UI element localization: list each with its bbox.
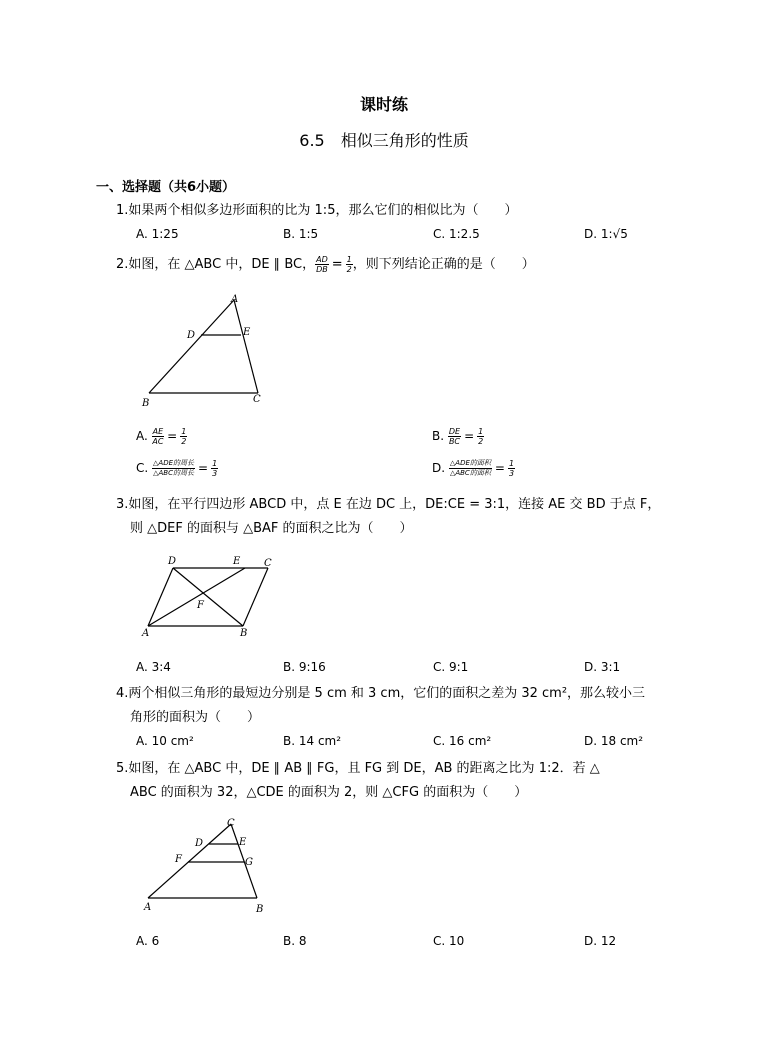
side-ad	[148, 568, 173, 626]
fraction-numerator: AD	[316, 255, 328, 264]
option-b[interactable]	[432, 427, 484, 446]
fraction-denominator: 2	[346, 265, 352, 274]
question-2	[116, 255, 676, 275]
option-value	[211, 459, 218, 478]
question-line	[116, 495, 696, 515]
label-d: D	[187, 330, 196, 341]
option-a[interactable]: A. 10 cm²	[136, 734, 194, 748]
equals-sign: =	[198, 461, 209, 475]
option-c[interactable]: C. 16 cm²	[433, 734, 492, 748]
label-c: C	[227, 818, 235, 829]
option-b[interactable]: B. 8	[283, 934, 307, 948]
lesson-title: 6.5 相似三角形的性质	[299, 131, 469, 150]
fraction-denominator: 3	[212, 469, 218, 478]
label-f: F	[175, 854, 182, 865]
option-value	[477, 427, 484, 446]
fraction-numerator: 1	[508, 459, 515, 468]
label-d: D	[168, 556, 177, 567]
label-a: A	[231, 294, 239, 305]
fraction-numerator: AE	[152, 427, 164, 436]
label-d: D	[195, 838, 204, 849]
question-stem-pre: 如图，在 △ABC 中，DE ∥ BC，	[128, 257, 316, 272]
option-letter: D.	[432, 461, 446, 475]
option-a[interactable]: A. 6	[136, 934, 160, 948]
page-title: 课时练	[359, 95, 408, 114]
fraction-denominator: △ABC的面积	[449, 469, 491, 477]
question-line: 角形的面积为（ ）	[130, 710, 261, 725]
fraction-denominator: 3	[508, 469, 515, 478]
question-5	[116, 759, 696, 803]
label-g: G	[245, 857, 253, 868]
option-value	[180, 427, 187, 446]
option-a[interactable]	[136, 427, 187, 446]
option-d[interactable]: D. 1:√5	[584, 227, 628, 241]
side-ac	[234, 300, 258, 393]
label-b: B	[256, 904, 264, 915]
label-b: B	[240, 628, 248, 639]
option-a[interactable]: A. 1:25	[136, 227, 179, 241]
fraction-denominator: 2	[181, 437, 187, 446]
fraction-denominator: 2	[478, 437, 484, 446]
option-d[interactable]	[432, 459, 515, 478]
question-number: 5.	[116, 761, 129, 776]
option-d[interactable]: D. 12	[584, 934, 617, 948]
equals-sign: =	[494, 461, 505, 475]
fraction-denominator: DB	[316, 265, 328, 274]
option-fraction	[152, 427, 165, 446]
ratio-fraction	[315, 255, 329, 274]
option-d[interactable]: D. 18 cm²	[584, 734, 644, 748]
fraction-numerator: DE	[448, 427, 461, 436]
question-line: ABC 的面积为 32，△CDE 的面积为 2，则 △CFG 的面积为（ ）	[130, 785, 528, 800]
fraction-numerator: △ADE的面积	[449, 459, 491, 467]
question-line	[116, 759, 696, 779]
option-value	[508, 459, 515, 478]
question-number: 1.	[116, 203, 129, 218]
option-c[interactable]: C. 9:1	[433, 660, 469, 674]
figure-triangle-parallel-lines	[140, 814, 280, 916]
fraction-numerator: 1	[478, 427, 484, 436]
segment-ae	[148, 568, 245, 626]
figure-parallelogram-abcd	[140, 550, 280, 642]
question-line: 则 △DEF 的面积与 △BAF 的面积之比为（ ）	[130, 521, 413, 536]
option-c[interactable]	[136, 459, 218, 478]
label-a: A	[144, 902, 152, 913]
side-ac	[148, 824, 231, 898]
option-b[interactable]: B. 9:16	[283, 660, 326, 674]
question-stem: 如图，在平行四边形 ABCD 中，点 E 在边 DC 上，DE:CE = 3:1，连接 AE 交 BD 于点 F，	[128, 497, 661, 512]
label-e: E	[233, 556, 241, 567]
side-cb	[231, 824, 257, 898]
option-c[interactable]: C. 1:2.5	[433, 227, 480, 241]
label-b: B	[142, 398, 150, 409]
label-c: C	[264, 558, 272, 569]
question-stem: 两个相似三角形的最短边分别是 5 cm 和 3 cm，它们的面积之差为 32 cm²，那么较小三	[128, 686, 646, 701]
equals-sign: =	[167, 429, 178, 443]
section-heading: 一、选择题（共6小题）	[96, 180, 236, 195]
fraction-denominator: △ABC的周长	[153, 469, 194, 477]
equals-sign: =	[331, 257, 343, 272]
fraction-numerator: 1	[181, 427, 187, 436]
question-4	[116, 684, 696, 728]
figure-triangle-de-parallel-bc	[136, 290, 276, 415]
label-f: F	[197, 600, 204, 611]
option-letter: C.	[136, 461, 149, 475]
option-d[interactable]: D. 3:1	[584, 660, 621, 674]
label-e: E	[239, 837, 247, 848]
fraction-denominator: AC	[152, 437, 164, 446]
equals-sign: =	[464, 429, 475, 443]
option-b[interactable]: B. 1:5	[283, 227, 319, 241]
fraction-numerator: 1	[212, 459, 218, 468]
question-stem: 如图，在 △ABC 中，DE ∥ AB ∥ FG，且 FG 到 DE，AB 的距离之比为 1:2．若 △	[128, 761, 600, 776]
option-letter: B.	[432, 429, 445, 443]
option-a[interactable]: A. 3:4	[136, 660, 171, 674]
side-ba	[149, 300, 234, 393]
diagonal-bd	[173, 568, 243, 626]
fraction-numerator: △ADE的周长	[153, 459, 195, 467]
label-c: C	[253, 394, 261, 405]
question-stem-post: ，则下列结论正确的是（ ）	[352, 257, 535, 272]
option-b[interactable]: B. 14 cm²	[283, 734, 342, 748]
option-fraction	[449, 459, 492, 478]
option-letter: A.	[136, 429, 148, 443]
option-fraction	[448, 427, 461, 446]
fraction-denominator: BC	[448, 437, 461, 446]
label-a: A	[142, 628, 150, 639]
question-number: 2.	[116, 257, 129, 272]
question-stem: 如果两个相似多边形面积的比为 1:5，那么它们的相似比为（ ）	[128, 203, 518, 218]
ratio-value	[346, 255, 353, 274]
option-c[interactable]: C. 10	[433, 934, 465, 948]
question-1	[116, 201, 676, 221]
question-3	[116, 495, 696, 539]
fraction-numerator: 1	[346, 255, 352, 264]
label-e: E	[243, 327, 251, 338]
question-number: 4.	[116, 686, 129, 701]
side-bc	[243, 568, 268, 626]
question-number: 3.	[116, 497, 129, 512]
option-fraction	[152, 459, 195, 478]
question-line	[116, 684, 696, 704]
